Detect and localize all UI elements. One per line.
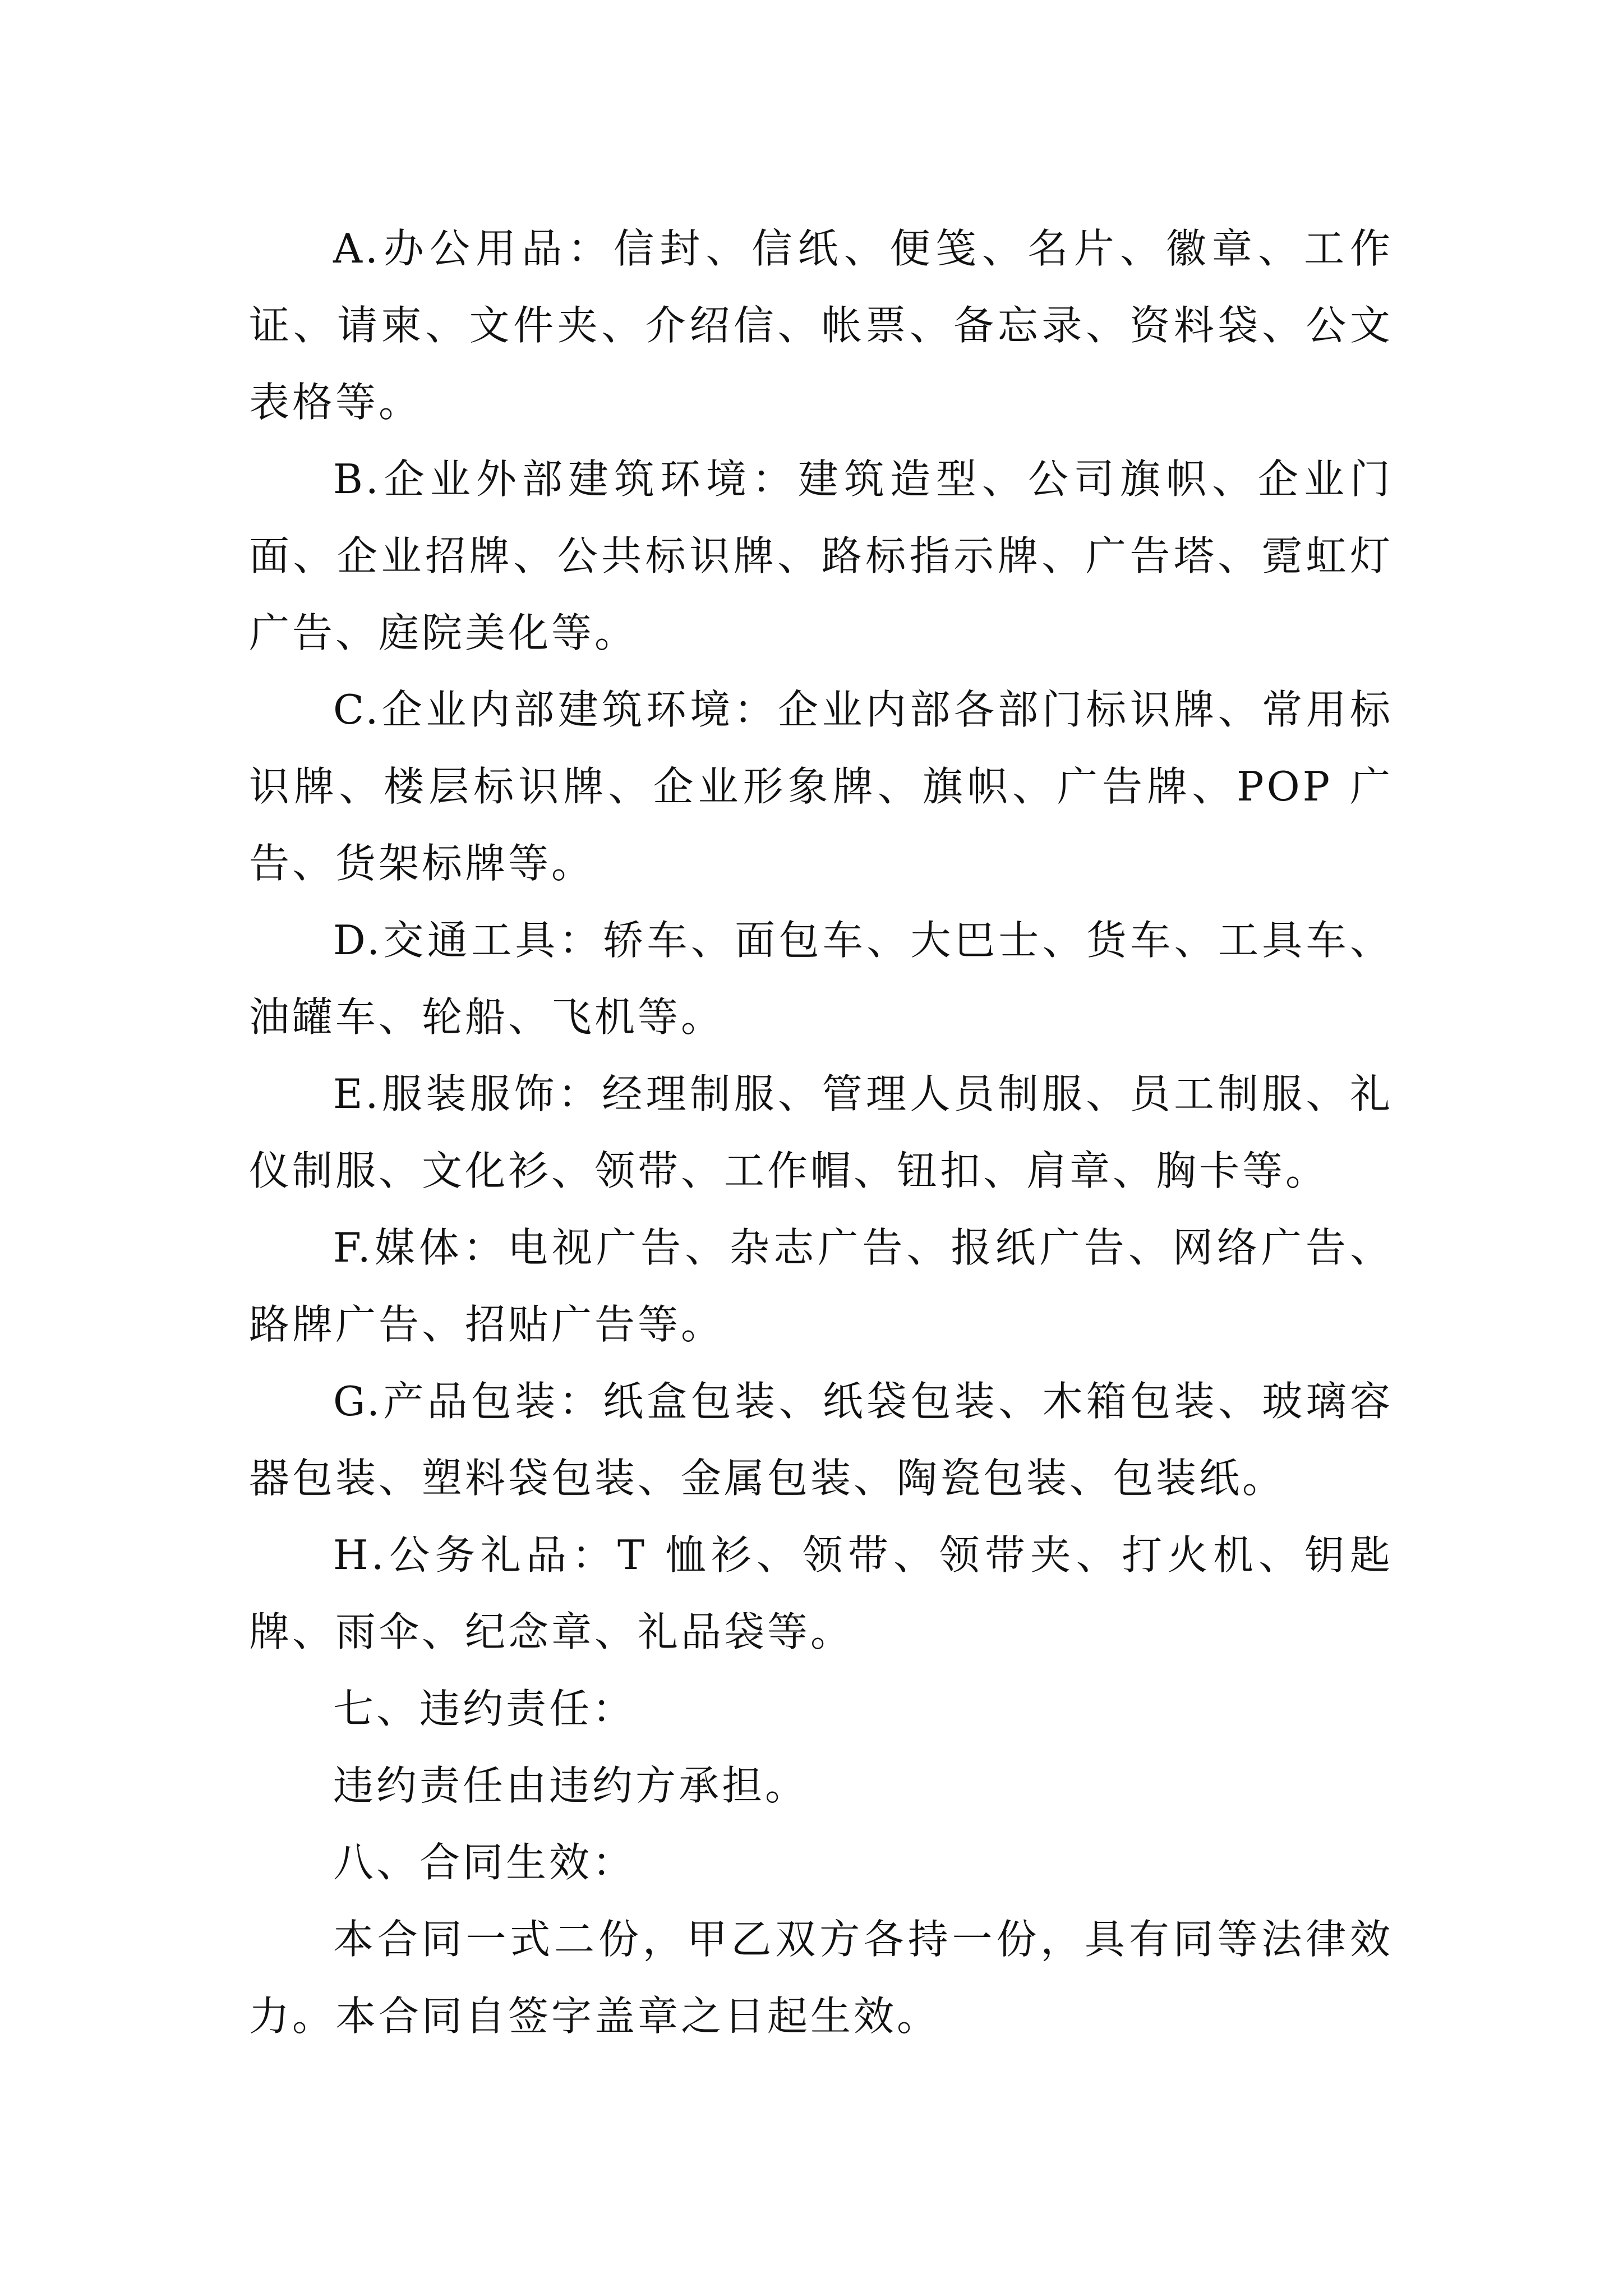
section-heading-liability: 七、违约责任： (333, 1685, 636, 1732)
paragraph-packaging: G.产品包装：纸盒包装、纸袋包装、木箱包装、玻璃容器包装、塑料袋包装、金属包装、陶瓷包装、包装纸。 (249, 1378, 1393, 1502)
paragraph-liability: 违约责任由违约方承担。 (333, 1762, 809, 1809)
document-body (249, 210, 1393, 2055)
paragraph-gifts: H.公务礼品：T 恤衫、领带、领带夹、打火机、钥匙牌、雨伞、纪念章、礼品袋等。 (249, 1531, 1393, 1655)
paragraph-office-supplies: A.办公用品：信封、信纸、便笺、名片、徽章、工作证、请柬、文件夹、介绍信、帐票、备忘录、资料袋、公文表格等。 (249, 225, 1393, 426)
section-heading-effectiveness: 八、合同生效： (333, 1839, 636, 1886)
paragraph-transportation: D.交通工具：轿车、面包车、大巴士、货车、工具车、油罐车、轮船、飞机等。 (249, 917, 1393, 1041)
paragraph-effectiveness: 本合同一式二份，甲乙双方各持一份，具有同等法律效力。本合同自签字盖章之日起生效。 (249, 1916, 1393, 2040)
paragraph-media: F.媒体：电视广告、杂志广告、报纸广告、网络广告、路牌广告、招贴广告等。 (249, 1224, 1393, 1348)
paragraph-interior-environment: C.企业内部建筑环境：企业内部各部门标识牌、常用标识牌、楼层标识牌、企业形象牌、旗帜、广告牌、POP 广告、货架标牌等。 (249, 686, 1393, 887)
paragraph-apparel: E.服装服饰：经理制服、管理人员制服、员工制服、礼仪制服、文化衫、领带、工作帽、钮扣、肩章、胸卡等。 (249, 1070, 1393, 1194)
paragraph-exterior-environment: B.企业外部建筑环境：建筑造型、公司旗帜、企业门面、企业招牌、公共标识牌、路标指示牌、广告塔、霓虹灯广告、庭院美化等。 (249, 455, 1393, 656)
